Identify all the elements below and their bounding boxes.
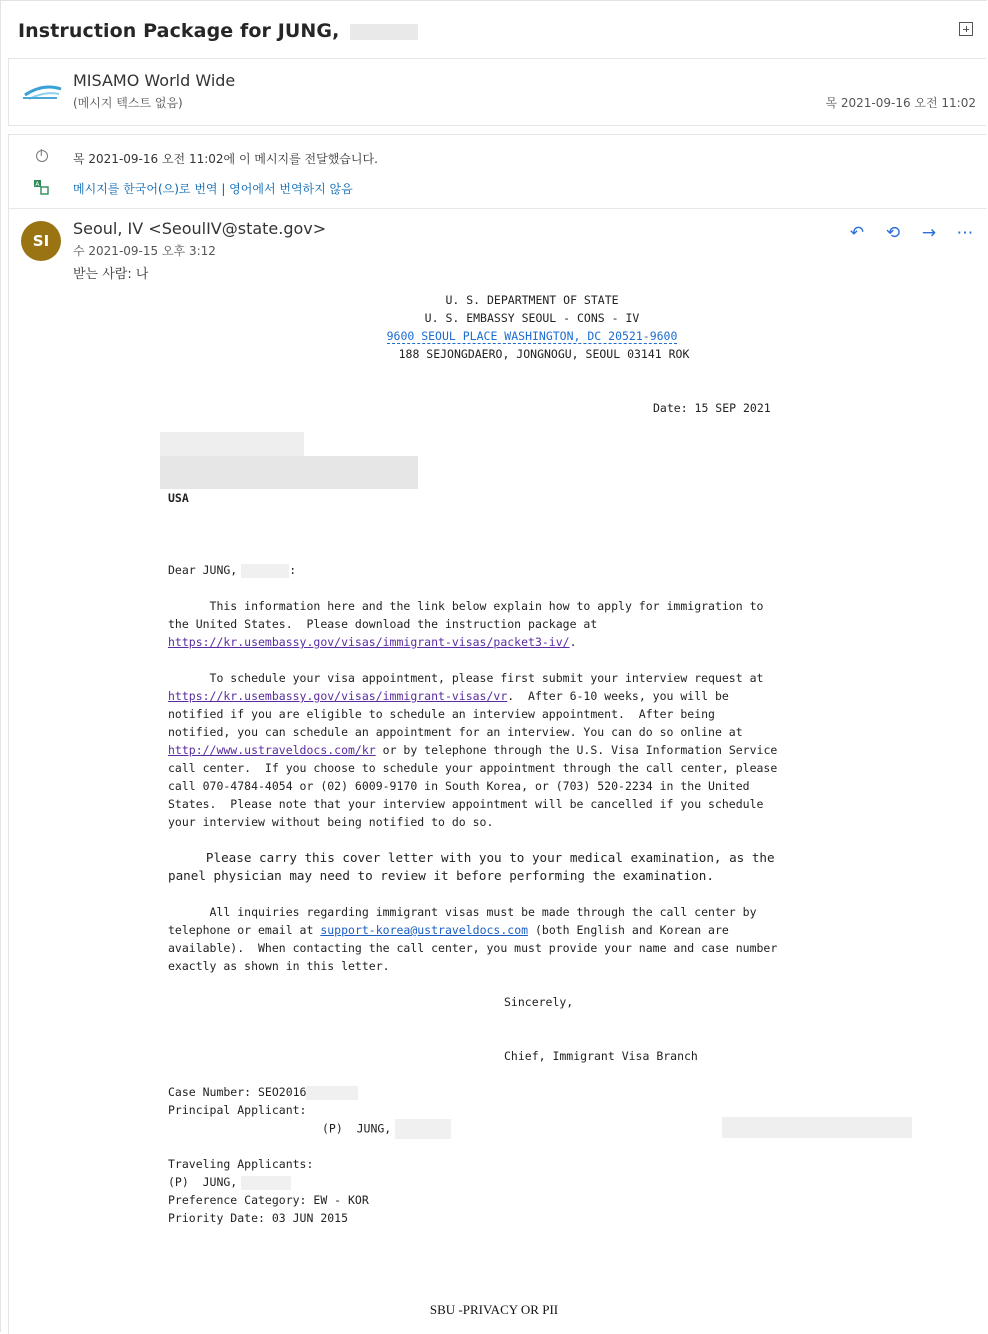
p2-text: notified if you are eligible to schedule an interview appointment. After being notified, you can schedule an appointment for an interview. You can do so online at <box>168 707 743 739</box>
case-number-text: Case Number: SEO2016 <box>168 1085 307 1099</box>
message-preview: (메시지 텍스트 없음) <box>73 96 183 110</box>
p2-text: . After 6-10 weeks, you will be <box>507 689 729 703</box>
translate-link[interactable]: 메시지를 한국어(으)로 번역 | 영어에서 번역하지 않음 <box>73 182 353 196</box>
p4-text: (both English and Korean are available). When contacting the call center, you must provide your name and case number exactly as shown in this letter. <box>168 923 778 973</box>
paragraph-3: Please carry this cover letter with you to your medical examination, as the panel physician may need to review it before performing the examination. <box>168 850 775 883</box>
message-date: 목 2021-09-16 오전 11:02 <box>825 96 976 110</box>
forward-icon[interactable]: → <box>921 223 937 243</box>
packet-link[interactable]: https://kr.usembassy.gov/visas/immigrant-visas/packet3-iv/ <box>168 635 570 649</box>
divider <box>9 208 987 209</box>
redacted-name <box>395 1119 451 1139</box>
address-link[interactable]: 9600 SEOUL PLACE WASHINGTON, DC 20521-9600 <box>386 329 678 343</box>
case-number <box>168 1083 358 1101</box>
priority-date: Priority Date: 03 JUN 2015 <box>168 1211 349 1225</box>
p2-text: or by telephone through the U.S. Visa Information Service <box>375 743 778 757</box>
message-card-misamo[interactable] <box>8 58 986 126</box>
redacted-name <box>241 564 289 578</box>
signature-title: Chief, Immigrant Visa Branch <box>504 1049 698 1063</box>
translate-icon <box>33 179 49 195</box>
p4-text: All inquiries regarding immigrant visas must be made through the call center by telephone or email at <box>168 905 757 937</box>
avatar: SI <box>21 221 61 261</box>
redacted-case <box>306 1086 358 1100</box>
principal-name <box>322 1119 451 1139</box>
subject-text: Instruction Package for JUNG, <box>18 20 340 42</box>
paragraph-2 <box>168 669 777 831</box>
info-icon <box>36 150 48 162</box>
support-email-link[interactable]: support-korea@ustraveldocs.com <box>320 923 529 937</box>
redacted-info <box>722 1117 912 1138</box>
reply-icon[interactable]: ↶ <box>849 223 865 243</box>
paragraph-4 <box>168 903 777 975</box>
svg-text:A: A <box>35 181 40 188</box>
redacted-name <box>350 24 418 40</box>
p2-text: To schedule your visa appointment, please first submit your interview request at <box>168 671 764 685</box>
traveling-name-text: (P) JUNG, <box>168 1175 238 1189</box>
p1-text: This information here and the link below explain how to apply for immigration to the United States. Please download the instruction package at <box>168 599 764 631</box>
redacted-name <box>241 1176 291 1190</box>
letter-address-1[interactable] <box>272 327 792 345</box>
reply-all-icon[interactable]: ⟲ <box>885 223 901 243</box>
letter-dept: U. S. DEPARTMENT OF STATE <box>445 293 619 307</box>
recipient-line: 받는 사람: 나 <box>73 267 149 282</box>
redacted-address <box>160 432 304 456</box>
traveling-label: Traveling Applicants: <box>168 1157 314 1171</box>
more-icon[interactable]: ⋯ <box>956 223 974 243</box>
footer-classification: SBU -PRIVACY OR PII <box>429 1302 559 1317</box>
message-date: 수 2021-09-15 오후 3:12 <box>73 244 216 258</box>
letter-address-2: 188 SEJONGDAERO, JONGNOGU, SEOUL 03141 ROK <box>398 347 690 361</box>
ustraveldocs-link[interactable]: http://www.ustraveldocs.com/kr <box>168 743 376 757</box>
forwarded-notice-text: 목 2021-09-16 오전 11:02에 이 메시지를 전달했습니다. <box>73 152 378 166</box>
salutation-text: Dear JUNG, <box>168 563 238 577</box>
sender-name[interactable]: Seoul, IV <SeoulIV@state.gov> <box>73 219 327 238</box>
principal-name-text: (P) JUNG, <box>322 1121 392 1136</box>
misamo-logo-icon <box>21 81 65 103</box>
letter-country: USA <box>168 491 189 505</box>
salutation-colon: : <box>289 563 297 577</box>
p2-text: call center. If you choose to schedule your appointment through the call center, please call 070-4784-4054 or (02) 6009-9170 in South Korea, or (703) 520-2234 in the United States. Please note that your interview appointment will be cancelled if you schedule your interview without being notified to do so. <box>168 761 778 829</box>
letter-salutation <box>168 561 296 579</box>
letter-embassy: U. S. EMBASSY SEOUL - CONS - IV <box>424 311 640 325</box>
message-actions <box>846 223 976 243</box>
letter-date: Date: 15 SEP 2021 <box>653 401 771 415</box>
expand-icon[interactable] <box>959 22 973 36</box>
preference-category: Preference Category: EW - KOR <box>168 1193 369 1207</box>
redacted-address <box>160 456 418 489</box>
email-subject <box>18 20 418 42</box>
paragraph-1: This information here and the link below explain how to apply for immigration to the United States. Please download the instruction package at https://kr.usembassy.gov/visas/immigrant-visas/packet3-iv/. <box>168 599 764 649</box>
closing: Sincerely, <box>504 995 574 1009</box>
vr-link[interactable]: https://kr.usembassy.gov/visas/immigrant-visas/vr <box>168 689 508 703</box>
sender-name: MISAMO World Wide <box>73 71 236 90</box>
traveling-name <box>168 1173 291 1191</box>
principal-label: Principal Applicant: <box>168 1103 307 1117</box>
